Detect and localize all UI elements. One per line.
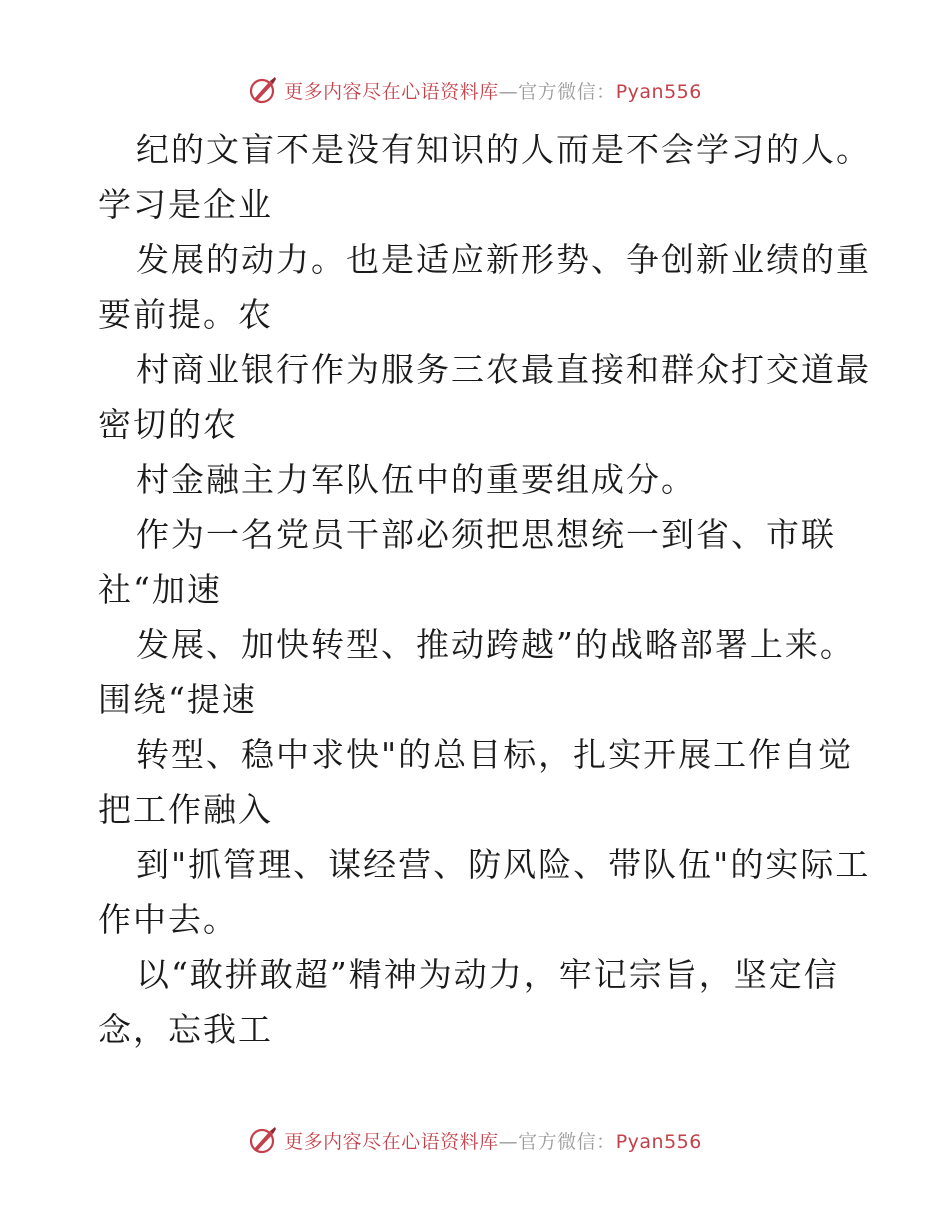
- header-banner-text: [284, 77, 702, 104]
- text-line: 社“加速: [98, 570, 222, 609]
- header-banner-title: 更多内容尽在心语资料库: [284, 80, 499, 103]
- quill-logo-icon: [248, 75, 278, 105]
- header-banner-wechat-id: Pyan556: [615, 80, 702, 103]
- text-line: 发展的动力。也是适应新形势、争创新业绩的重: [136, 240, 871, 279]
- footer-banner-wechat-label: 官方微信：: [518, 1130, 616, 1153]
- text-line: 以“敢拼敢超”精神为动力，牢记宗旨，坚定信: [136, 955, 839, 994]
- text-line: 学习是企业: [98, 185, 273, 224]
- text-line: 作中去。: [98, 900, 238, 939]
- footer-banner-text: [284, 1127, 702, 1154]
- footer-banner-title: 更多内容尽在心语资料库: [284, 1130, 499, 1153]
- text-line: 要前提。农: [98, 295, 273, 334]
- document-body: [98, 122, 871, 1057]
- quill-logo-icon: [248, 1125, 278, 1155]
- text-line: 纪的文盲不是没有知识的人而是不会学习的人。: [136, 130, 871, 169]
- text-line: 到"抓管理、谋经营、防风险、带队伍"的实际工: [136, 845, 871, 884]
- footer-watermark-banner: [0, 1120, 950, 1160]
- text-line: 村金融主力军队伍中的重要组成分。: [136, 460, 696, 499]
- text-line: 念，忘我工: [98, 1010, 273, 1049]
- footer-banner-dash: —: [498, 1130, 519, 1153]
- header-banner-wechat-label: 官方微信：: [518, 80, 616, 103]
- text-line: 围绕“提速: [98, 680, 257, 719]
- text-line: 作为一名党员干部必须把思想统一到省、市联: [136, 515, 836, 554]
- header-banner-dash: —: [498, 80, 519, 103]
- footer-banner-wechat-id: Pyan556: [615, 1130, 702, 1153]
- header-watermark-banner: [0, 70, 950, 110]
- text-line: 把工作融入: [98, 790, 273, 829]
- text-line: 发展、加快转型、推动跨越”的战略部署上来。: [136, 625, 855, 664]
- text-line: 转型、稳中求快"的总目标，扎实开展工作自觉: [136, 735, 854, 774]
- text-line: 村商业银行作为服务三农最直接和群众打交道最: [136, 350, 871, 389]
- text-line: 密切的农: [98, 405, 238, 444]
